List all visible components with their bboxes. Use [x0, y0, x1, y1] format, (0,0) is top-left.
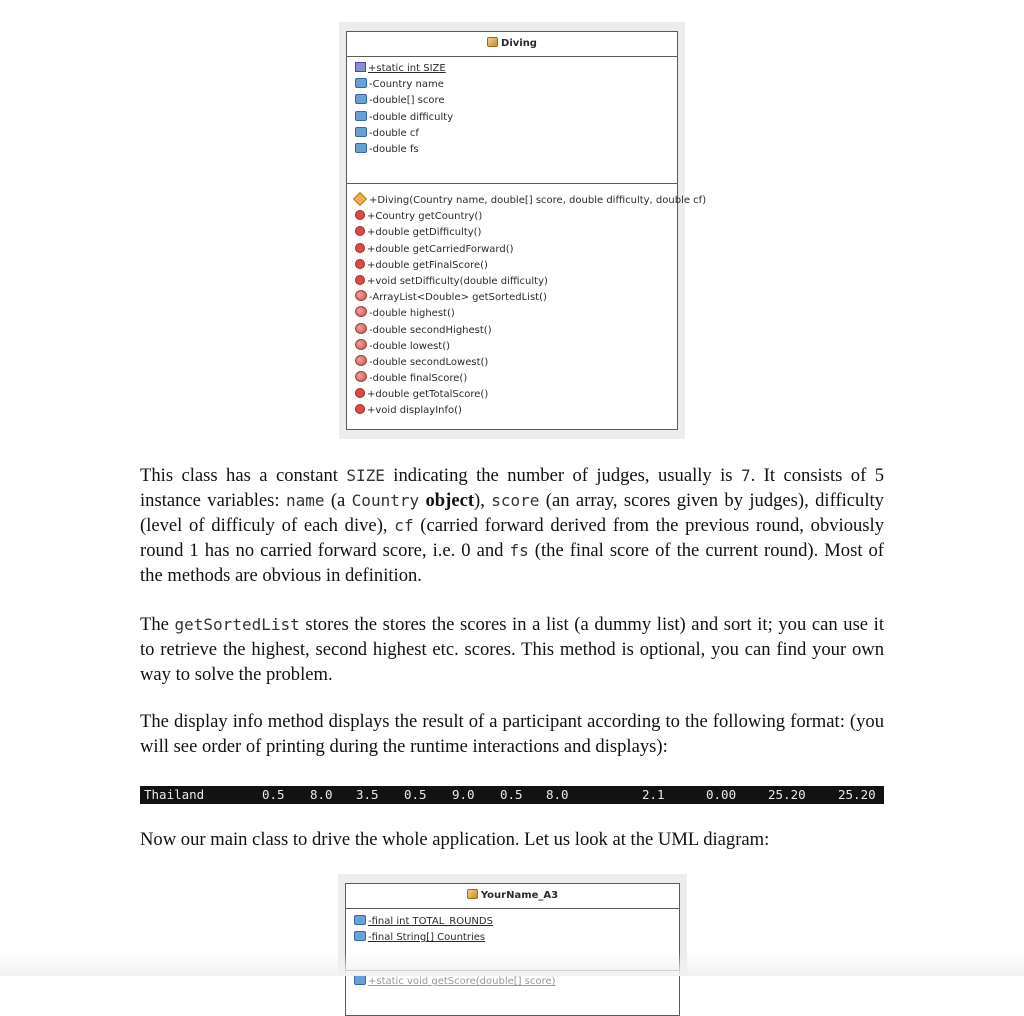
code-name: name [285, 491, 325, 510]
code-size: SIZE [346, 466, 385, 485]
public-method-icon [355, 404, 365, 414]
uml-field: -final int TOTAL_ROUNDS [354, 914, 679, 930]
bottom-fade [0, 952, 1024, 976]
code-score: score [491, 491, 540, 510]
console-score: 0.5 [262, 787, 285, 802]
paragraph-display-info: The display info method displays the result of a participant according to the following format: (you will see order of printing during the runtime interactions and displays): [140, 711, 884, 757]
code-fs: fs [509, 541, 529, 560]
uml-method: +Country getCountry() [355, 209, 677, 225]
private-method-icon [355, 290, 367, 301]
constructor-icon [353, 192, 367, 206]
code-seven: 7 [740, 466, 751, 485]
private-method-icon [355, 371, 367, 382]
private-field-icon [355, 94, 367, 104]
console-score: 9.0 [452, 787, 475, 802]
uml-field: -double fs [355, 142, 677, 158]
uml-field: -Country name [355, 77, 677, 93]
paragraph-sorted-list: The getSortedList stores the stores the scores in a list (a dummy list) and sort it; you can use it to retrieve the highest, second highest etc. scores. This method is optional, you can find your own way to solve the problem. [140, 614, 884, 685]
private-method-icon [355, 355, 367, 366]
console-final-score: 25.20 [768, 787, 806, 802]
uml-field: -double difficulty [355, 110, 677, 126]
uml-method: +double getTotalScore() [355, 387, 677, 403]
uml-fields-section [347, 57, 677, 184]
console-score: 0.5 [404, 787, 427, 802]
console-total-score: 25.20 [838, 787, 876, 802]
uml-method: -double lowest() [355, 339, 677, 355]
public-method-icon [355, 210, 365, 220]
uml-method: -double secondHighest() [355, 323, 677, 339]
uml-method: -double secondLowest() [355, 355, 677, 371]
public-method-icon [355, 243, 365, 253]
private-field-icon [354, 931, 366, 941]
uml-class-box [345, 883, 680, 1016]
uml-method: +double getFinalScore() [355, 258, 677, 274]
private-method-icon [355, 339, 367, 350]
paragraph-main-class: Now our main class to drive the whole application. Let us look at the UML diagram: [140, 829, 770, 850]
private-field-icon [354, 915, 366, 925]
uml-field: -double cf [355, 126, 677, 142]
private-method-icon [355, 323, 367, 334]
code-getsortedlist: getSortedList [174, 615, 300, 634]
console-output-row [140, 786, 884, 804]
uml-class-box [346, 31, 707, 430]
public-method-icon [355, 388, 365, 398]
public-method-icon [355, 226, 365, 236]
static-field-icon [355, 62, 366, 72]
bold-object: object [425, 490, 475, 511]
uml-method: +void displayInfo() [355, 403, 677, 419]
console-difficulty: 2.1 [642, 787, 665, 802]
uml-method: +void setDifficulty(double difficulty) [355, 274, 677, 290]
uml-method: +Diving(Country name, double[] score, double difficulty, double cf) [355, 193, 677, 209]
console-score: 8.0 [546, 787, 569, 802]
uml-class-title [347, 32, 677, 57]
uml-method: -double finalScore() [355, 371, 677, 387]
console-country: Thailand [144, 787, 205, 802]
console-score: 3.5 [356, 787, 379, 802]
uml-method: +double getDifficulty() [355, 225, 677, 241]
private-field-icon [355, 111, 367, 121]
code-cf: cf [394, 516, 414, 535]
private-field-icon [355, 127, 367, 137]
uml-diagram-diving [339, 22, 707, 439]
uml-field: +static int SIZE [355, 61, 677, 77]
private-method-icon [354, 975, 366, 985]
console-score: 0.5 [500, 787, 523, 802]
console-score: 8.0 [310, 787, 333, 802]
uml-method: +static void getScore(double[] score) [354, 974, 679, 990]
console-carried-forward: 0.00 [706, 787, 737, 802]
uml-field: -double[] score [355, 93, 677, 109]
private-method-icon [355, 306, 367, 317]
uml-method: -double highest() [355, 306, 677, 322]
code-country: Country [351, 491, 420, 510]
public-method-icon [355, 259, 365, 269]
uml-field: -final String[] Countries [354, 930, 679, 946]
uml-method: -ArrayList<Double> getSortedList() [355, 290, 677, 306]
private-field-icon [355, 143, 367, 153]
public-method-icon [355, 275, 365, 285]
class-icon [487, 37, 498, 47]
uml-class-name: YourName_A3 [480, 890, 559, 901]
uml-methods-section [347, 184, 707, 426]
uml-class-title [346, 884, 679, 909]
uml-method: +double getCarriedForward() [355, 242, 677, 258]
private-field-icon [355, 78, 367, 88]
class-icon [467, 889, 478, 899]
uml-class-name: Diving [501, 38, 537, 49]
paragraph-class-description: This class has a constant SIZE indicating the number of judges, usually is 7. It consists of 5 instance variables: name (a Country object), score (an array, scores given by judges), difficulty (level of difficuly of each dive), cf (carried forward derived from the previous round, obviously round 1 has no carried forward score, i.e. 0 and fs (the final score of the current round). Most of the methods are obvious in definition. [140, 465, 885, 586]
